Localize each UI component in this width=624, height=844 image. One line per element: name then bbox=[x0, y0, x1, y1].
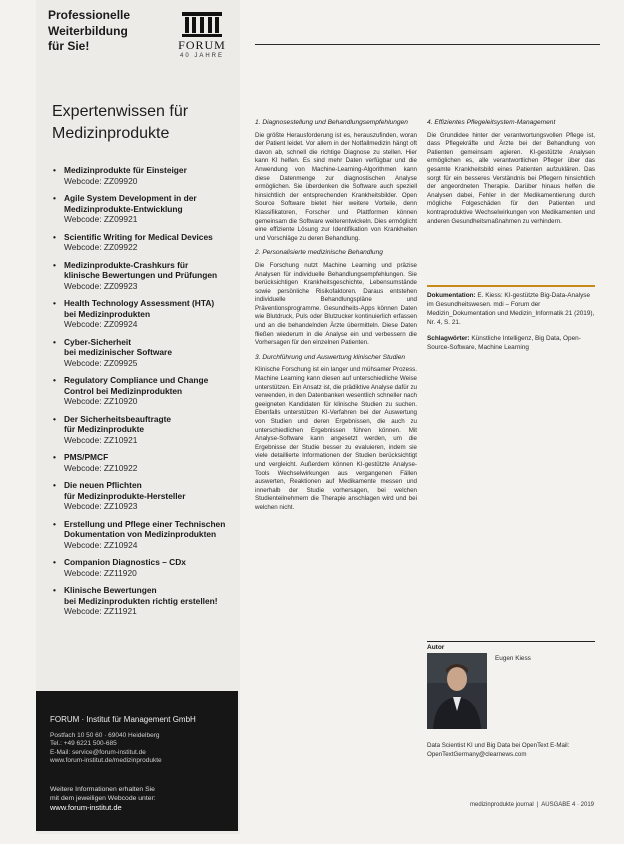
bullet-icon: • bbox=[53, 585, 56, 595]
contact-email[interactable]: E-Mail: service@forum-institut.de bbox=[50, 748, 146, 756]
course-webcode: Webcode: ZZ10923 bbox=[64, 501, 138, 511]
reference-block bbox=[427, 291, 595, 327]
course-title: Klinische Bewertungen bbox=[64, 585, 157, 595]
course-list bbox=[52, 165, 236, 617]
course-title: Medizinprodukte-Crashkurs für bbox=[64, 259, 189, 270]
page-footer: medizinprodukte journal | AUSGABE 4 · 2019 bbox=[470, 802, 594, 808]
course-title: bei medizinischer Software bbox=[64, 347, 172, 357]
more-line: Weitere Informationen erhalten Sie bbox=[50, 786, 155, 793]
reference-rule bbox=[427, 285, 595, 287]
course-item bbox=[52, 519, 236, 551]
bullet-icon: • bbox=[53, 298, 56, 308]
course-item bbox=[52, 337, 236, 369]
section-paragraph: Die Grundidee hinter der verantwortungsvollen Pflege ist, dass Pflegekräfte und Ärzte bei der Behandlung von Patienten gemeinsam agieren. KI-gestützte Analysen ermöglichen es, alle verantwortlichen Pfleger über das gesamte Krankheitsbild eines Patienten aufzuklären. Das sorgt für ein besseres Verständnis bei Pflegern hinsichtlich der angeordneten Therapie. Darüber hinaus helfen die Analysen dabei, Fehler in der Medikamentierung durch mögliche Folgeschäden für den Patienten und kontraproduktive Wechselwirkungen von Medikamenten und anderen Gesundheitsmaßnahmen zu verhindern. bbox=[427, 131, 595, 225]
course-title: Regulatory Compliance und Change bbox=[64, 375, 209, 385]
author-portrait-icon bbox=[427, 653, 487, 729]
course-webcode: Webcode: ZZ09924 bbox=[64, 319, 138, 329]
brand-tagline bbox=[48, 8, 130, 55]
bullet-icon: • bbox=[53, 231, 56, 242]
tagline-line: Weiterbildung bbox=[48, 23, 128, 38]
course-item bbox=[52, 165, 236, 186]
bullet-icon: • bbox=[53, 480, 56, 490]
contact-lines bbox=[50, 732, 162, 766]
course-webcode: Webcode: ZZ11920 bbox=[64, 567, 137, 578]
contact-url[interactable]: www.forum-institut.de/medizinprodukte bbox=[50, 757, 162, 765]
contact-box bbox=[36, 691, 238, 831]
footer-issue: AUSGABE 4 · 2019 bbox=[541, 802, 594, 808]
reference-label: Dokumentation: bbox=[427, 292, 476, 299]
bullet-icon: • bbox=[53, 336, 56, 347]
course-item bbox=[52, 298, 236, 330]
contact-more bbox=[50, 785, 156, 812]
course-title: bei Medizinprodukten bbox=[64, 308, 151, 319]
course-webcode: Webcode: ZZ10922 bbox=[64, 462, 138, 473]
section-paragraph: Die Forschung nutzt Machine Learning und präzise Analysen für individuelle Behandlungsempfehlungen. Sie berücksichtigen Krankheitsgeschichte, Lebensumstände sowie persönliche Risikofaktoren. Daraus entstehen individuelle Behandlungspläne und Präventionsprogramme. Gesundheits-Apps können Daten wie Blutdruck, Puls oder Blutzucker kontinuierlich erfassen und an die behandelnden Ärzte übermitteln. Diese Daten fließen wiederum in die Analyse ein und verbessern die Vorhersagen für den einzelnen Patienten. bbox=[255, 261, 417, 347]
bullet-icon: • bbox=[53, 452, 56, 462]
keywords-block bbox=[427, 334, 595, 352]
temple-icon bbox=[182, 12, 222, 38]
tagline-line: für Sie! bbox=[48, 39, 90, 53]
website-link[interactable]: www.forum-institut.de bbox=[50, 803, 122, 812]
course-item bbox=[52, 480, 236, 512]
course-webcode: Webcode: ZZ10921 bbox=[64, 434, 138, 445]
course-title: Dokumentation von Medizinprodukten bbox=[64, 529, 217, 539]
section-paragraph: Die größte Herausforderung ist es, herauszufinden, woran der Patient leidet. Vor allem in der Notfallmedizin hängt oft davon ab, schnell die richtige Diagnose zu stellen. Hier kann KI helfen. Es sind mehr Daten verfügbar und die Anwendung von Machine-Learning-Algorithmen kann diese Datenmenge zur diagnostischen Analyse ermöglichen. Sie überdenken die Software auch speziell hinsichtlich der entsprechenden Krankheitsbilder. Open Source Software bietet hier weitere Vorteile, denn Klassifikatoren, Forscher und Plattformen können gemeinsam die Software weiterentwickeln. Dies ermöglicht eine effiziente Lösung zur Identifikation von Krankheiten und Vorschläge zu deren Behandlung. bbox=[255, 131, 417, 242]
course-title: für Medizinprodukte-Hersteller bbox=[64, 490, 186, 501]
section-title: 2. Personalisierte medizinische Behandlung bbox=[255, 249, 383, 257]
course-title: Agile System Development in der bbox=[64, 193, 197, 203]
course-webcode: Webcode: ZZ09920 bbox=[64, 175, 138, 186]
course-title: Companion Diagnostics – CDx bbox=[64, 557, 186, 567]
bullet-icon: • bbox=[53, 165, 56, 175]
course-title: PMS/PMCF bbox=[64, 452, 109, 462]
course-item bbox=[52, 193, 236, 225]
course-title: Die neuen Pflichten bbox=[64, 480, 142, 490]
course-title: Health Technology Assessment (HTA) bbox=[64, 298, 215, 308]
course-item bbox=[52, 375, 236, 407]
course-title: Scientific Writing for Medical Devices bbox=[64, 231, 213, 242]
bullet-icon: • bbox=[53, 413, 56, 424]
author-label: Autor bbox=[427, 644, 445, 651]
course-title: Der Sicherheitsbeauftragte bbox=[64, 413, 172, 424]
footer-publication: medizinprodukte journal bbox=[470, 802, 534, 808]
section-paragraph: Klinische Forschung ist ein langer und mühsamer Prozess. Machine Learning kann diesen auf unterschiedliche Weise unterstützen. Ein Ansatz ist, die prädiktive Analyse dafür zu verwenden, in den Datenbanken wesentlich schneller nach geeigneten Kandidaten für klinische Studien zu suchen. Ebenfalls unterstützen KI-Verfahren bei der Auswertung von Studien und deren Ergebnissen, die auch zu unterschiedlichen Ergebnissen führen können. Mit Analyse-Software kann angesetzt werden, um die Ergebnisse der Studie besser zu evaluieren, indem sie viele detaillierte Informationen der Studien berücksichtigt und vergleicht. Außerdem können KI-gestützte Analyse-Tools Wechselwirkungen aus vergangenen Fällen auswerten, Reaktionen auf Medikamente messen und innerhalb der Studie vorhersagen, bei welchen Studienteilnehmern die Therapie anschlagen wird und bei welchen nicht. bbox=[255, 366, 417, 511]
contact-org: FORUM · Institut für Management GmbH bbox=[50, 715, 196, 724]
reference-text: E. Kiess: KI-gestützte Big-Data-Analyse im Gesundheitswesen. mdi – Forum der Medizin_Dokumentation und Medizin_Informatik 21 (2019), Nr. 4, S. 21. bbox=[427, 292, 595, 326]
contact-address: Postfach 10 50 60 · 69040 Heidelberg bbox=[50, 732, 160, 739]
course-webcode: Webcode: ZZ10924 bbox=[64, 539, 138, 550]
section-title: 1. Diagnosestellung und Behandlungsempfehlungen bbox=[255, 119, 408, 126]
bullet-icon: • bbox=[53, 375, 56, 385]
course-title: Medizinprodukte-Entwicklung bbox=[64, 203, 183, 214]
course-title: für Medizinprodukte bbox=[64, 424, 145, 434]
author-bio: Data Scientist KI und Big Data bei OpenText E-Mail: OpenTextGermany@clearnews.com bbox=[427, 742, 570, 758]
section-title: 4. Effizientes Pflegeleitsystem-Management bbox=[427, 119, 556, 126]
course-webcode: Webcode: ZZ10920 bbox=[64, 396, 138, 406]
tagline-line: Professionelle bbox=[48, 8, 131, 22]
contact-phone: Tel.: +49 6221 500-685 bbox=[50, 740, 117, 748]
forum-logo bbox=[173, 12, 231, 59]
course-webcode: Webcode: ZZ09923 bbox=[64, 280, 138, 291]
heading-line: Medizinprodukte bbox=[52, 125, 170, 142]
course-webcode: Webcode: ZZ09925 bbox=[64, 357, 138, 368]
author-rule bbox=[427, 641, 595, 642]
course-title: Medizinprodukte für Einsteiger bbox=[64, 165, 187, 175]
course-webcode: Webcode: ZZ09922 bbox=[64, 242, 138, 252]
course-item bbox=[52, 452, 236, 473]
course-webcode: Webcode: ZZ11921 bbox=[64, 606, 137, 616]
course-item bbox=[52, 585, 236, 617]
bullet-icon: • bbox=[53, 259, 56, 270]
course-item bbox=[52, 232, 236, 253]
author-name: Eugen Kiess bbox=[495, 655, 531, 662]
keywords-text: Künstliche Intelligenz, Big Data, Open-Source-Software, Machine Learning bbox=[427, 335, 581, 351]
course-item bbox=[52, 414, 236, 446]
course-title: Erstellung und Pflege einer Technischen bbox=[64, 518, 226, 529]
course-item bbox=[52, 557, 236, 578]
sidebar-heading bbox=[52, 101, 236, 145]
bullet-icon: • bbox=[53, 193, 56, 203]
course-webcode: Webcode: ZZ09921 bbox=[64, 214, 138, 224]
section-title: 3. Durchführung und Auswertung klinischer Studien bbox=[255, 353, 406, 361]
course-title: bei Medizinprodukten richtig erstellen! bbox=[64, 595, 218, 606]
course-item bbox=[52, 260, 236, 292]
article-column-right bbox=[427, 119, 595, 232]
course-title: Control bei Medizinprodukten bbox=[64, 385, 183, 396]
course-title: Cyber-Sicherheit bbox=[64, 336, 132, 347]
heading-line: Expertenwissen für bbox=[52, 103, 189, 120]
course-title: klinische Bewertungen und Prüfungen bbox=[64, 270, 218, 280]
logo-years: 40 JAHRE bbox=[179, 53, 224, 59]
more-line: mit dem jeweiligen Webcode unter: bbox=[50, 795, 156, 802]
logo-word: FORUM bbox=[178, 38, 226, 52]
bullet-icon: • bbox=[53, 557, 56, 567]
author-photo bbox=[427, 653, 487, 729]
keywords-label: Schlagwörter: bbox=[427, 335, 470, 342]
bullet-icon: • bbox=[53, 518, 56, 529]
article-column-middle bbox=[255, 119, 417, 519]
header-rule bbox=[255, 44, 600, 45]
